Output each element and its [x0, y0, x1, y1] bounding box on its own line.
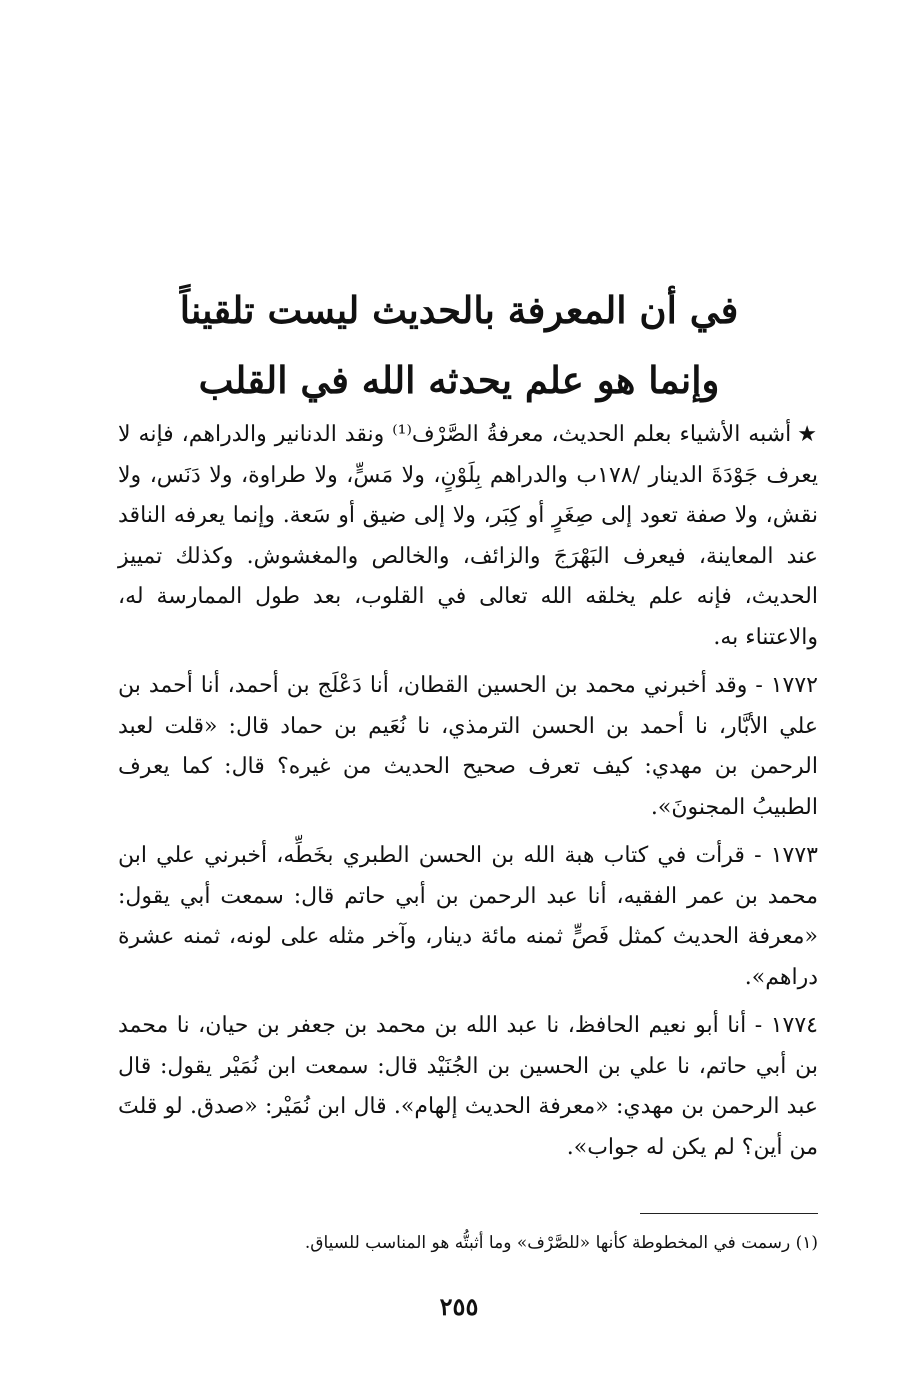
footnote-divider: [640, 1213, 818, 1214]
chapter-title-line-1: في أن المعرفة بالحديث ليست تلقيناً: [179, 287, 739, 332]
main-text: [118, 415, 818, 1176]
chapter-title: [150, 275, 768, 415]
intro-paragraph: [118, 415, 818, 658]
chapter-title-line-2: وإنما هو علم يحدثه الله في القلب: [198, 357, 720, 402]
hadith-1772: ١٧٧٢ - وقد أخبرني محمد بن الحسين القطان، أنا دَعْلَج بن أحمد، أنا أحمد بن علي الأبَّار، نا أحمد بن الحسن الترمذي، نا نُعَيم بن حماد قال: «قلت لعبد الرحمن بن مهدي: كيف تعرف صحيح الحديث من غيره؟ قال: كما يعرف الطبيبُ المجنونَ».: [118, 673, 818, 820]
hadith-1773: ١٧٧٣ - قرأت في كتاب هبة الله بن الحسن الطبري بخَطِّه، أخبرني علي ابن محمد بن عمر الفقيه، أنا عبد الرحمن بن أبي حاتم قال: سمعت أبي يقول: «معرفة الحديث كمثل فَصٍّ ثمنه مائة دينار، وآخر مثله على لونه، ثمنه عشرة دراهم».: [118, 843, 818, 990]
page-number: ٢٥٥: [439, 1292, 479, 1321]
intro-paragraph-text: أشبه الأشياء بعلم الحديث، معرفةُ الصَّرْف⁽¹⁾ ونقد الدنانير والدراهم، فإنه لا يعرف جَوْدَةَ الدينار /١٧٨ب والدراهم بِلَوْنٍ، ولا مَسٍّ، ولا طراوة، ولا دَنَس، ولا نقش، ولا صفة تعود إلى صِغَرٍ أو كِبَر، ولا إلى ضيق أو سَعة. وإنما يعرفه الناقد عند المعاينة، فيعرف البَهْرَجَ والزائف، والخالص والمغشوش. وكذلك تمييز الحديث، فإنه علم يخلقه الله تعالى في القلوب، بعد طول الممارسة له، والاعتناء به.: [118, 422, 819, 650]
hadith-1774: ١٧٧٤ - أنا أبو نعيم الحافظ، نا عبد الله بن محمد بن جعفر بن حيان، نا محمد بن أبي حاتم، نا علي بن الحسين بن الجُنَيْد قال: سمعت ابن نُمَيْر يقول: قال عبد الرحمن بن مهدي: «معرفة الحديث إلهام». قال ابن نُمَيْر: «صدق. لو قلتَ من أين؟ لم يكن له جواب».: [118, 1013, 818, 1160]
footnote: (١) رسمت في المخطوطة كأنها «للصَّرْف» وما أثبتُّه هو المناسب للسياق.: [304, 1233, 818, 1253]
star-marker: ★: [797, 422, 818, 447]
